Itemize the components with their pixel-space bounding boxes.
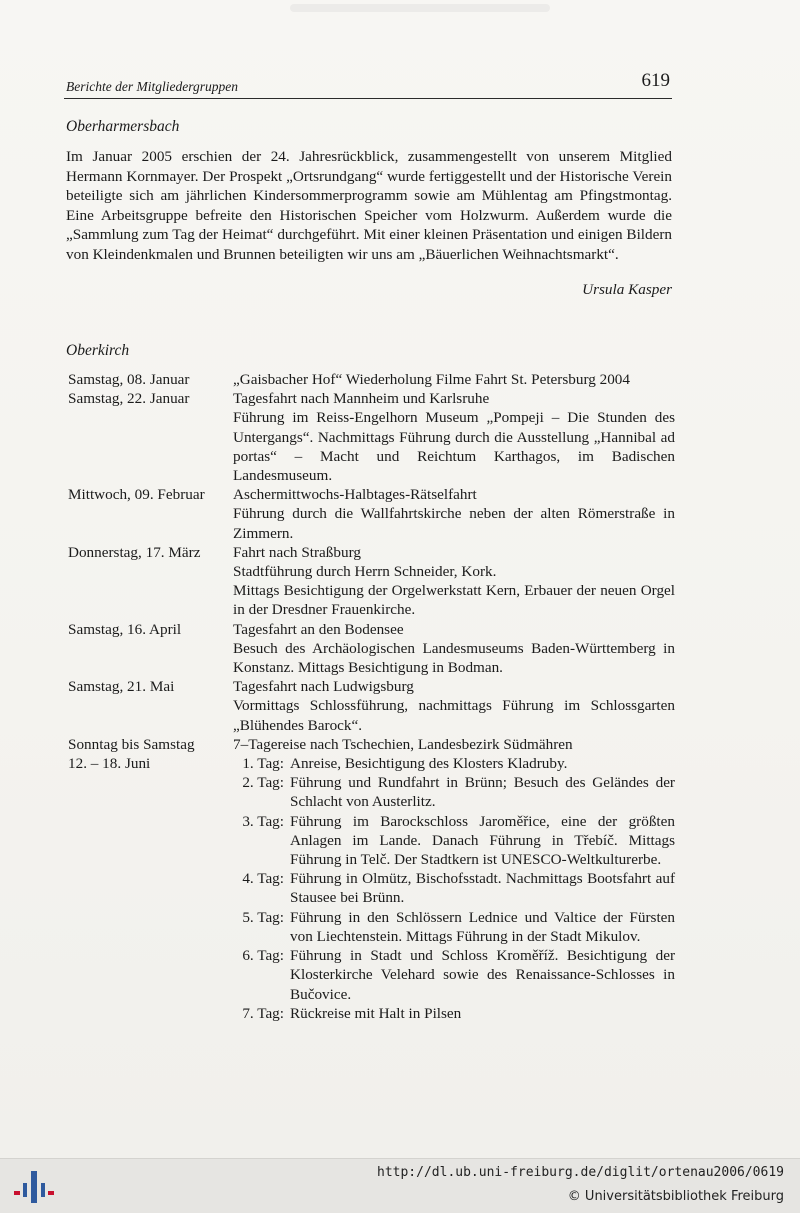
day-label: 5. Tag:	[242, 908, 284, 926]
day-text: Führung in Olmütz, Bischofsstadt. Nachmittags Bootsfahrt auf Stausee bei Brünn.	[290, 870, 675, 907]
entry-line: Besuch des Archäologischen Landesmuseums Baden-Württemberg in Konstanz. Mittags Besichtigung in Bodman.	[233, 639, 675, 677]
schedule-entry	[68, 677, 678, 735]
event-schedule	[68, 370, 678, 1023]
day-label: 7. Tag:	[242, 1004, 284, 1022]
entry-date: Mittwoch, 09. Februar	[68, 486, 205, 504]
entry-line: Aschermittwochs-Halbtages-Rätselfahrt	[233, 486, 477, 504]
trip-days	[233, 754, 675, 1023]
permalink-url[interactable]: http://dl.ub.uni-freiburg.de/diglit/ortenau2006/0619	[377, 1165, 784, 1180]
entry-line: Tagesfahrt an den Bodensee	[233, 620, 404, 638]
day-text: Führung und Rundfahrt in Brünn; Besuch des Geländes der Schlacht von Austerlitz.	[290, 774, 675, 811]
entry-line: Vormittags Schlossführung, nachmittags Führung im Schlossgarten „Blühendes Barock“.	[233, 697, 675, 734]
entry-date: Samstag, 22. Januar	[68, 390, 190, 408]
entry-date: Samstag, 16. April	[68, 620, 182, 638]
entry-line: Fahrt nach Straßburg	[233, 543, 361, 561]
entry-line: Führung im Reiss-Engelhorn Museum „Pompeji – Die Stunden des Untergangs“. Nachmittags Führung durch die Ausstellung „Hannibal ad portas“ – Macht und Reichtum Karthagos, im Badischen Landesmuseum.	[233, 409, 675, 485]
day-text: Führung in Stadt und Schloss Kroměříž. Besichtigung der Klosterkirche Velehard sowie des Renaissance-Schlosses in Bučovice.	[290, 947, 675, 1003]
day-label: 2. Tag:	[242, 774, 284, 792]
entry-line: Tagesfahrt nach Ludwigsburg	[233, 678, 414, 696]
day-text: Rückreise mit Halt in Pilsen	[290, 1004, 462, 1022]
schedule-entry	[68, 485, 678, 543]
trip-entry	[68, 735, 678, 1023]
trip-day	[233, 754, 675, 773]
day-text: Führung im Barockschloss Jaroměřice, eine der größten Anlagen im Lande. Danach Führung in Třebíč. Mittags Führung in Telč. Der Stadtkern ist UNESCO-Weltkulturerbe.	[290, 812, 675, 869]
day-label: 3. Tag:	[242, 812, 284, 830]
trip-day	[233, 812, 675, 870]
section-title-oberharmersbach: Oberharmersbach	[66, 118, 180, 135]
copyright-notice: © Universitätsbibliothek Freiburg	[567, 1189, 784, 1204]
schedule-entry	[68, 370, 678, 389]
entry-date: Samstag, 21. Mai	[68, 678, 175, 696]
trip-day	[233, 946, 675, 1004]
trip-day	[233, 1004, 675, 1023]
entry-line: Tagesfahrt nach Mannheim und Karlsruhe	[233, 390, 490, 408]
page-number: 619	[641, 70, 670, 91]
running-title: Berichte der Mitgliedergruppen	[66, 79, 238, 94]
entry-line: Führung durch die Wallfahrtskirche neben der alten Römerstraße in Zimmern.	[233, 505, 675, 542]
trip-day	[233, 908, 675, 946]
viewer-footer	[0, 1158, 800, 1213]
author-signature: Ursula Kasper	[582, 281, 672, 298]
running-head	[64, 70, 672, 99]
entry-line: „Gaisbacher Hof“ Wiederholung Filme Fahrt St. Petersburg 2004	[233, 371, 630, 388]
day-text: Anreise, Besichtigung des Klosters Kladruby.	[290, 755, 568, 773]
ub-freiburg-logo-icon[interactable]	[14, 1169, 54, 1205]
section-paragraph: Im Januar 2005 erschien der 24. Jahresrückblick, zusammengestellt von unserem Mitglied Hermann Kornmayer. Der Prospekt „Ortsrundgang“ wurde fertiggestellt und der Historische Verein beteiligte sich am jährlichen Kindersommerprogramm sowie am Mühlentag am Pfingstmontag. Eine Arbeitsgruppe befreite den Historischen Speicher vom Holzwurm. Außerdem wurde die „Sammlung zum Tag der Heimat“ durchgeführt. Mit einer kleinen Präsentation und einigen Bildern von Kleindenkmalen und Brunnen beteiligten wir uns am „Bäuerlichen Weihnachtsmarkt“.	[66, 148, 672, 263]
show-through-text	[290, 4, 550, 12]
trip-day	[233, 773, 675, 811]
day-text: Führung in den Schlössern Lednice und Valtice der Fürsten von Liechtenstein. Mittags Führung in der Stadt Mikulov.	[290, 908, 675, 945]
day-label: 1. Tag:	[242, 755, 284, 773]
trip-date-range: 12. – 18. Juni	[68, 755, 151, 773]
entry-date: Donnerstag, 17. März	[68, 543, 201, 561]
entry-line: Stadtführung durch Herrn Schneider, Kork.	[233, 563, 497, 581]
schedule-entry	[68, 620, 678, 678]
day-label: 6. Tag:	[242, 947, 284, 965]
entry-line: Mittags Besichtigung der Orgelwerkstatt Kern, Erbauer der neuen Orgel in der Dresdner Frauenkirche.	[233, 582, 675, 619]
schedule-entry	[68, 389, 678, 485]
day-label: 4. Tag:	[242, 870, 284, 888]
section-title-oberkirch: Oberkirch	[66, 342, 130, 359]
entry-date: Samstag, 08. Januar	[68, 371, 190, 388]
trip-day	[233, 869, 675, 907]
schedule-entry	[68, 543, 678, 620]
trip-date-line: Sonntag bis Samstag	[68, 735, 195, 753]
trip-heading: 7–Tagereise nach Tschechien, Landesbezirk Südmähren	[233, 735, 573, 753]
